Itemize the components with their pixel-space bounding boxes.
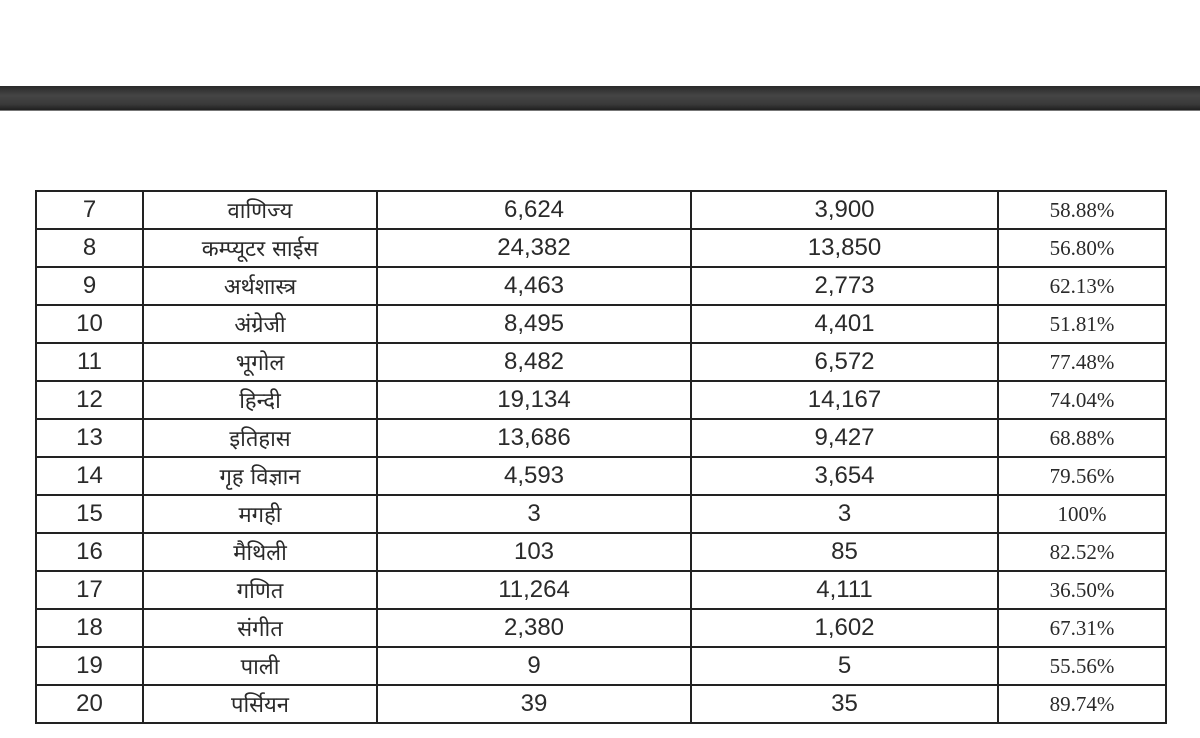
results-table-body [36, 191, 1166, 723]
serial-number-cell: 7 [36, 191, 143, 229]
pass-percentage-cell: 77.48% [998, 343, 1166, 381]
subject-cell: अंग्रेजी [143, 305, 377, 343]
table-row [36, 267, 1166, 305]
serial-number-cell: 19 [36, 647, 143, 685]
passed-count-cell: 2,773 [691, 267, 998, 305]
pass-percentage-cell: 55.56% [998, 647, 1166, 685]
registered-count-cell: 39 [377, 685, 691, 723]
registered-count-cell: 8,482 [377, 343, 691, 381]
pass-percentage-cell: 51.81% [998, 305, 1166, 343]
registered-count-cell: 103 [377, 533, 691, 571]
table-row [36, 457, 1166, 495]
table-row [36, 609, 1166, 647]
serial-number-cell: 9 [36, 267, 143, 305]
table-row [36, 571, 1166, 609]
serial-number-cell: 13 [36, 419, 143, 457]
serial-number-cell: 14 [36, 457, 143, 495]
passed-count-cell: 3,654 [691, 457, 998, 495]
registered-count-cell: 11,264 [377, 571, 691, 609]
table-row [36, 381, 1166, 419]
serial-number-cell: 15 [36, 495, 143, 533]
serial-number-cell: 12 [36, 381, 143, 419]
passed-count-cell: 85 [691, 533, 998, 571]
pass-percentage-cell: 67.31% [998, 609, 1166, 647]
pass-percentage-cell: 62.13% [998, 267, 1166, 305]
registered-count-cell: 8,495 [377, 305, 691, 343]
registered-count-cell: 4,463 [377, 267, 691, 305]
passed-count-cell: 3 [691, 495, 998, 533]
subject-cell: वाणिज्य [143, 191, 377, 229]
pass-percentage-cell: 58.88% [998, 191, 1166, 229]
table-row [36, 419, 1166, 457]
serial-number-cell: 11 [36, 343, 143, 381]
registered-count-cell: 6,624 [377, 191, 691, 229]
passed-count-cell: 14,167 [691, 381, 998, 419]
subject-cell: इतिहास [143, 419, 377, 457]
subject-cell: मैथिली [143, 533, 377, 571]
passed-count-cell: 3,900 [691, 191, 998, 229]
table-row [36, 685, 1166, 723]
passed-count-cell: 35 [691, 685, 998, 723]
registered-count-cell: 9 [377, 647, 691, 685]
pass-percentage-cell: 82.52% [998, 533, 1166, 571]
pass-percentage-cell: 89.74% [998, 685, 1166, 723]
table-row [36, 229, 1166, 267]
subject-cell: गृह विज्ञान [143, 457, 377, 495]
passed-count-cell: 6,572 [691, 343, 998, 381]
subject-cell: हिन्दी [143, 381, 377, 419]
registered-count-cell: 4,593 [377, 457, 691, 495]
registered-count-cell: 2,380 [377, 609, 691, 647]
subject-cell: संगीत [143, 609, 377, 647]
registered-count-cell: 13,686 [377, 419, 691, 457]
subject-cell: कम्प्यूटर साईस [143, 229, 377, 267]
serial-number-cell: 8 [36, 229, 143, 267]
serial-number-cell: 10 [36, 305, 143, 343]
pass-percentage-cell: 79.56% [998, 457, 1166, 495]
passed-count-cell: 13,850 [691, 229, 998, 267]
subject-cell: पाली [143, 647, 377, 685]
subject-cell: मगही [143, 495, 377, 533]
passed-count-cell: 9,427 [691, 419, 998, 457]
pass-percentage-cell: 36.50% [998, 571, 1166, 609]
pass-percentage-cell: 68.88% [998, 419, 1166, 457]
passed-count-cell: 1,602 [691, 609, 998, 647]
pass-percentage-cell: 74.04% [998, 381, 1166, 419]
serial-number-cell: 17 [36, 571, 143, 609]
passed-count-cell: 4,401 [691, 305, 998, 343]
registered-count-cell: 24,382 [377, 229, 691, 267]
table-row [36, 343, 1166, 381]
registered-count-cell: 3 [377, 495, 691, 533]
pass-percentage-cell: 100% [998, 495, 1166, 533]
subject-cell: गणित [143, 571, 377, 609]
table-row [36, 533, 1166, 571]
subject-cell: पर्सियन [143, 685, 377, 723]
table-row [36, 495, 1166, 533]
results-table [35, 190, 1167, 724]
table-row [36, 305, 1166, 343]
registered-count-cell: 19,134 [377, 381, 691, 419]
subject-cell: अर्थशास्त्र [143, 267, 377, 305]
passed-count-cell: 5 [691, 647, 998, 685]
table-row [36, 647, 1166, 685]
toolbar-bar [0, 86, 1200, 111]
table-row [36, 191, 1166, 229]
passed-count-cell: 4,111 [691, 571, 998, 609]
serial-number-cell: 16 [36, 533, 143, 571]
subject-cell: भूगोल [143, 343, 377, 381]
pass-percentage-cell: 56.80% [998, 229, 1166, 267]
serial-number-cell: 18 [36, 609, 143, 647]
serial-number-cell: 20 [36, 685, 143, 723]
